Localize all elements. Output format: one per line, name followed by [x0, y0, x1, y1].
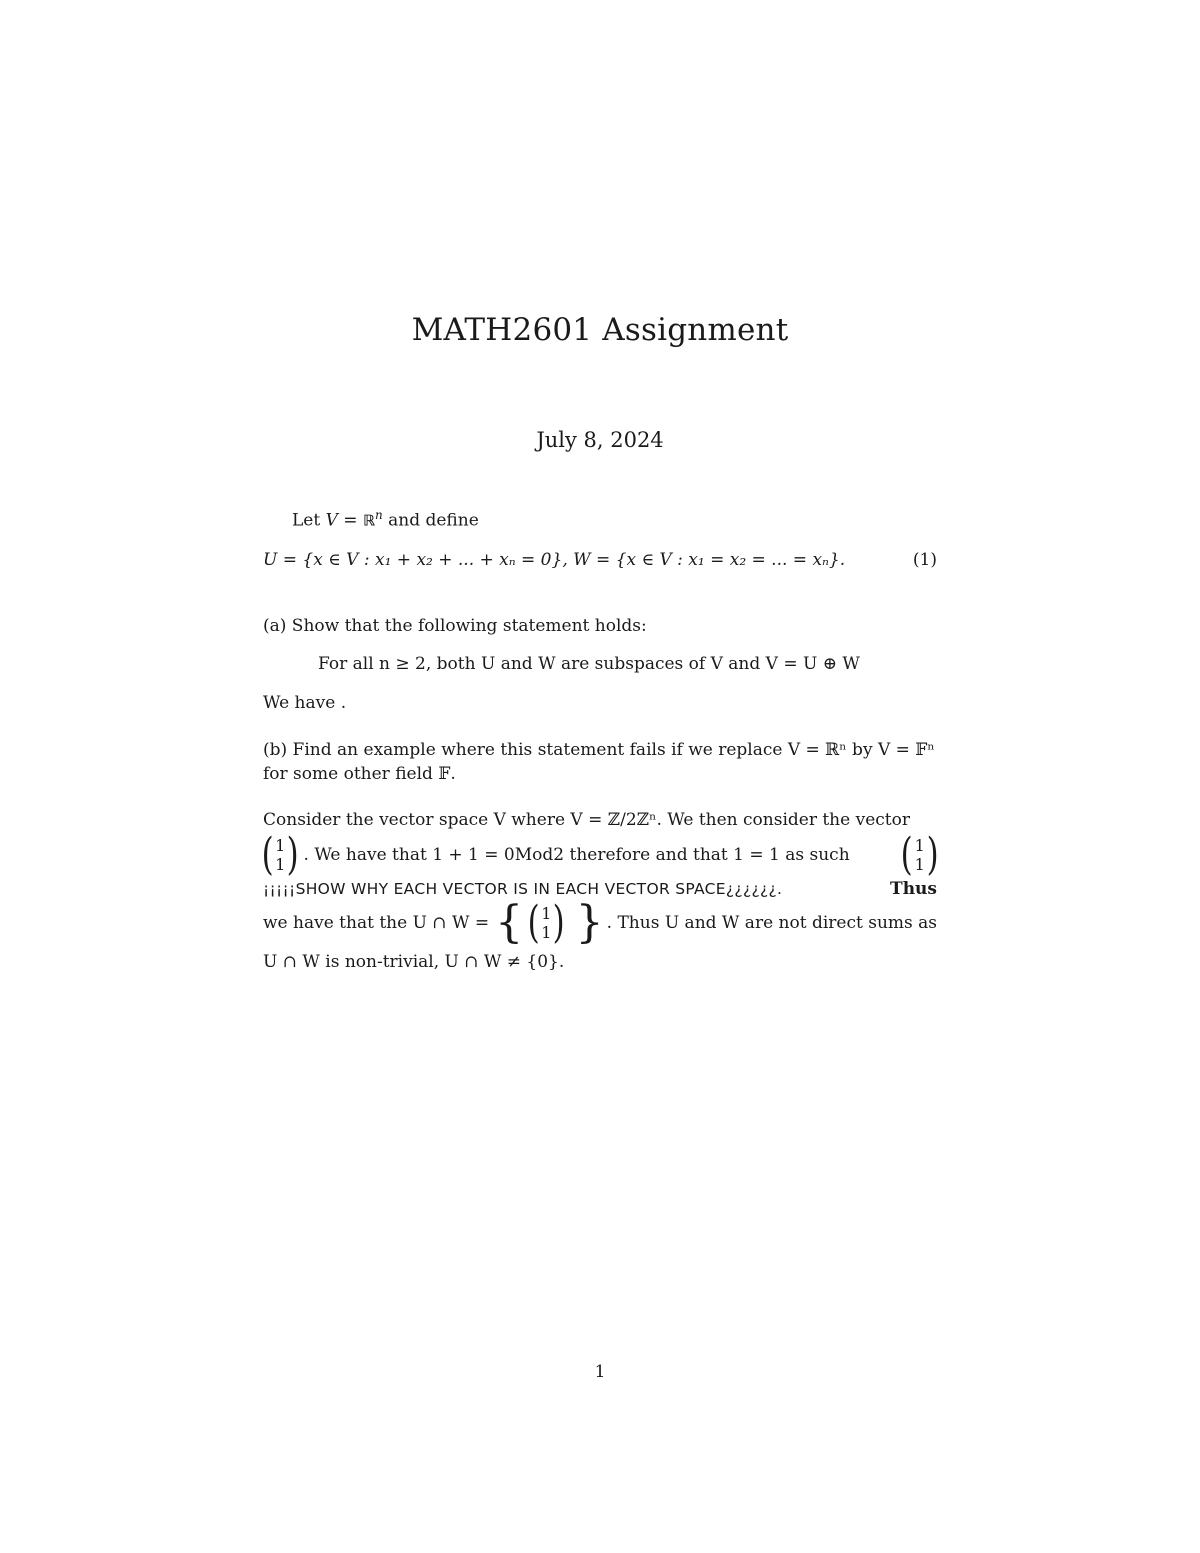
vector-entry: 1: [914, 836, 925, 855]
vector-entry: 1: [541, 904, 552, 923]
column-vector: ( 1 1 ): [527, 897, 566, 948]
intro-exponent: n: [374, 508, 383, 522]
part-b-intersection-text: we have that the U ∩ W =: [263, 913, 490, 933]
vector-entry: 1: [541, 923, 552, 942]
equation-u-definition: U = {x ∈ V : x₁ + x₂ + ... + xₙ = 0},: [263, 550, 568, 570]
vector-entry: 1: [914, 855, 925, 874]
part-b-mod2-text: . We have that 1 + 1 = 0Mod2 therefore and that 1 = 1 as such: [303, 845, 850, 865]
part-b-answer-line-2: [261, 829, 939, 880]
page-number: 1: [594, 1362, 606, 1382]
equation-number: (1): [912, 550, 937, 570]
intro-let: Let: [292, 510, 321, 531]
intro-and-define: and define: [388, 510, 479, 531]
intro-equals: =: [343, 510, 358, 531]
vector-entry: 1: [275, 836, 286, 855]
part-b-prompt-line-1: (b) Find an example where this statement fails if we replace V = ℝⁿ by V = 𝔽ⁿ: [263, 740, 935, 760]
part-b-answer-line-1: Consider the vector space V where V = ℤ/2ℤⁿ. We then consider the vector: [263, 810, 910, 830]
part-b-prompt-line-2: for some other field 𝔽.: [263, 764, 456, 784]
vector-entry: 1: [275, 855, 286, 874]
equation-1: [263, 548, 937, 572]
intro-var-v: V: [325, 510, 338, 531]
part-a-answer: We have .: [263, 693, 347, 713]
column-vector: ( 1 1 ): [261, 829, 299, 880]
document-date: July 8, 2024: [536, 428, 664, 452]
document-title: MATH2601 Assignment: [411, 312, 789, 348]
part-a-statement: For all n ≥ 2, both U and W are subspaces of V and V = U ⊕ W: [318, 654, 860, 674]
part-a-prompt: (a) Show that the following statement holds:: [263, 616, 647, 636]
part-b-thus: Thus: [890, 879, 937, 899]
placeholder-note: ¡¡¡¡¡SHOW WHY EACH VECTOR IS IN EACH VECTOR SPACE¿¿¿¿¿¿.: [263, 880, 783, 898]
intro-line: [292, 503, 966, 533]
part-b-answer-line-4: we have that the U ∩ W = { ( 1 1 ) } . Thus U and W are not direct sums as: [263, 897, 937, 948]
equation-w-definition: W = {x ∈ V : x₁ = x₂ = ... = xₙ}.: [573, 550, 846, 570]
part-b-direct-sum-text: . Thus U and W are not direct sums as: [606, 913, 937, 933]
column-vector: ( 1 1 ): [901, 829, 939, 880]
intro-real-symbol: ℝ: [362, 511, 375, 530]
part-b-answer-line-5: U ∩ W is non-trivial, U ∩ W ≠ {0}.: [263, 952, 565, 972]
